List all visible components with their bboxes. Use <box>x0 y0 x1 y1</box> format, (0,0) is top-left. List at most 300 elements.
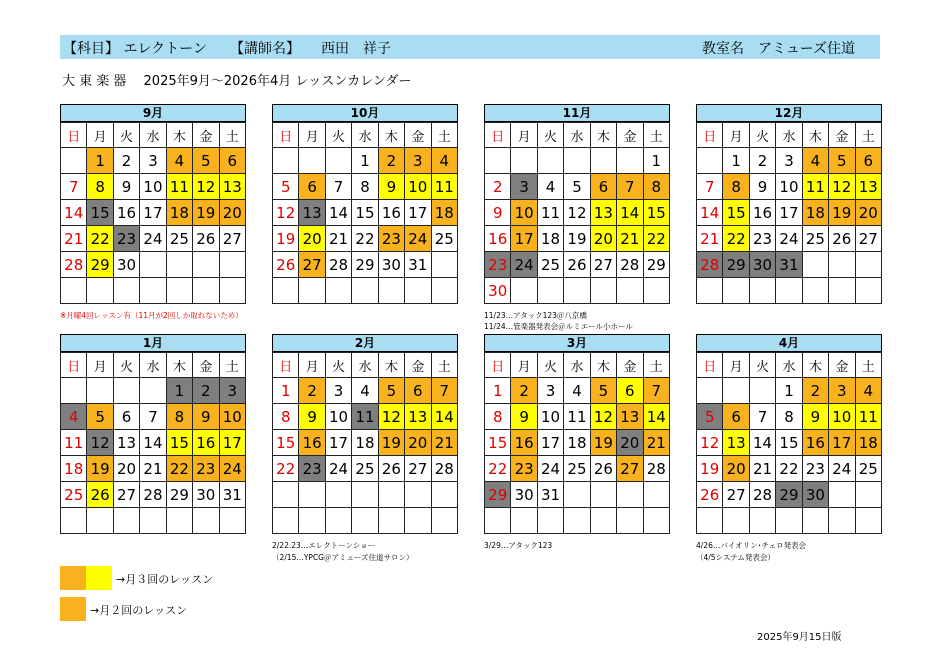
weekday-header: 金 <box>405 123 431 148</box>
day-cell: 28 <box>617 252 643 278</box>
day-cell: 11 <box>802 174 828 200</box>
empty-cell <box>61 508 87 534</box>
day-cell: 15 <box>643 200 669 226</box>
empty-cell <box>325 482 351 508</box>
week-row <box>61 430 246 456</box>
day-cell: 10 <box>511 200 537 226</box>
day-cell: 6 <box>219 148 245 174</box>
day-cell: 2 <box>193 378 219 404</box>
empty-cell <box>776 278 802 304</box>
day-cell: 16 <box>485 226 511 252</box>
empty-cell <box>564 148 590 174</box>
week-row <box>273 456 458 482</box>
empty-cell <box>749 508 775 534</box>
weekday-header: 土 <box>219 353 245 378</box>
day-cell: 17 <box>219 430 245 456</box>
empty-cell <box>193 278 219 304</box>
note-february-1: 2/22.23…エレクトーンショー <box>272 541 376 550</box>
empty-cell <box>113 508 139 534</box>
empty-cell <box>749 278 775 304</box>
empty-cell <box>564 278 590 304</box>
day-cell: 3 <box>219 378 245 404</box>
day-cell: 19 <box>697 456 723 482</box>
day-cell: 3 <box>511 174 537 200</box>
day-cell: 4 <box>537 174 563 200</box>
weekday-header: 木 <box>378 123 404 148</box>
day-cell: 8 <box>352 174 378 200</box>
day-cell: 26 <box>590 456 616 482</box>
month-calendar <box>484 334 670 534</box>
day-cell: 20 <box>113 456 139 482</box>
empty-cell <box>855 278 881 304</box>
legend-orange-swatch <box>60 566 86 590</box>
day-cell: 8 <box>273 404 299 430</box>
week-row <box>61 226 246 252</box>
day-cell: 22 <box>273 456 299 482</box>
day-cell: 3 <box>537 378 563 404</box>
day-cell: 8 <box>776 404 802 430</box>
empty-cell <box>87 278 113 304</box>
day-cell: 30 <box>485 278 511 304</box>
day-cell: 20 <box>617 430 643 456</box>
day-cell: 27 <box>617 456 643 482</box>
week-row <box>61 456 246 482</box>
day-cell: 24 <box>829 456 855 482</box>
day-cell: 6 <box>617 378 643 404</box>
day-cell: 16 <box>378 200 404 226</box>
empty-cell <box>219 278 245 304</box>
empty-cell <box>485 148 511 174</box>
weekday-header: 木 <box>378 353 404 378</box>
day-cell: 29 <box>643 252 669 278</box>
day-cell: 30 <box>193 482 219 508</box>
day-cell: 18 <box>61 456 87 482</box>
day-cell: 4 <box>61 404 87 430</box>
day-cell: 18 <box>431 200 457 226</box>
day-cell: 15 <box>352 200 378 226</box>
weekday-header: 木 <box>590 353 616 378</box>
month-table <box>60 122 246 304</box>
day-cell: 18 <box>352 430 378 456</box>
empty-cell <box>140 252 166 278</box>
weekday-header: 金 <box>617 123 643 148</box>
day-cell: 12 <box>829 174 855 200</box>
day-cell: 25 <box>537 252 563 278</box>
day-cell: 17 <box>325 430 351 456</box>
weekday-header: 日 <box>485 353 511 378</box>
empty-cell <box>113 278 139 304</box>
weekday-row <box>485 123 670 148</box>
week-row <box>697 430 882 456</box>
day-cell: 16 <box>802 430 828 456</box>
weekday-row <box>697 353 882 378</box>
empty-cell <box>193 508 219 534</box>
weekday-header: 金 <box>829 353 855 378</box>
day-cell: 30 <box>802 482 828 508</box>
empty-cell <box>617 508 643 534</box>
empty-cell <box>61 378 87 404</box>
empty-cell <box>325 508 351 534</box>
day-cell: 13 <box>405 404 431 430</box>
weekday-header: 火 <box>749 353 775 378</box>
weekday-header: 月 <box>299 123 325 148</box>
weekday-header: 土 <box>855 353 881 378</box>
empty-cell <box>590 148 616 174</box>
empty-cell <box>855 252 881 278</box>
subject-label: 【科目】 エレクトーン <box>63 41 207 57</box>
month-calendar <box>272 104 458 304</box>
day-cell: 6 <box>113 404 139 430</box>
month-table <box>272 352 458 534</box>
day-cell: 24 <box>140 226 166 252</box>
day-cell: 1 <box>723 148 749 174</box>
day-cell: 27 <box>855 226 881 252</box>
day-cell: 4 <box>166 148 192 174</box>
week-row <box>273 404 458 430</box>
empty-cell <box>855 482 881 508</box>
day-cell: 17 <box>405 200 431 226</box>
weekday-header: 月 <box>511 353 537 378</box>
day-cell: 23 <box>113 226 139 252</box>
day-cell: 26 <box>378 456 404 482</box>
empty-cell <box>802 252 828 278</box>
week-row <box>485 148 670 174</box>
weekday-header: 金 <box>193 123 219 148</box>
week-row <box>273 508 458 534</box>
day-cell: 4 <box>352 378 378 404</box>
month-title: 12月 <box>696 104 882 122</box>
month-title: 4月 <box>696 334 882 352</box>
day-cell: 6 <box>855 148 881 174</box>
day-cell: 27 <box>405 456 431 482</box>
empty-cell <box>405 508 431 534</box>
day-cell: 7 <box>431 378 457 404</box>
weekday-header: 水 <box>564 353 590 378</box>
day-cell: 19 <box>590 430 616 456</box>
empty-cell <box>219 508 245 534</box>
weekday-header: 土 <box>431 353 457 378</box>
day-cell: 1 <box>352 148 378 174</box>
weekday-header: 水 <box>564 123 590 148</box>
day-cell: 5 <box>697 404 723 430</box>
week-row <box>485 378 670 404</box>
weekday-header: 金 <box>829 123 855 148</box>
weekday-header: 金 <box>405 353 431 378</box>
week-row <box>485 456 670 482</box>
day-cell: 19 <box>829 200 855 226</box>
empty-cell <box>776 508 802 534</box>
empty-cell <box>87 378 113 404</box>
day-cell: 18 <box>166 200 192 226</box>
day-cell: 19 <box>378 430 404 456</box>
weekday-header: 土 <box>219 123 245 148</box>
weekday-row <box>273 123 458 148</box>
day-cell: 11 <box>352 404 378 430</box>
day-cell: 8 <box>643 174 669 200</box>
day-cell: 18 <box>537 226 563 252</box>
day-cell: 5 <box>564 174 590 200</box>
empty-cell <box>643 508 669 534</box>
empty-cell <box>590 278 616 304</box>
day-cell: 27 <box>113 482 139 508</box>
day-cell: 23 <box>193 456 219 482</box>
day-cell: 23 <box>749 226 775 252</box>
weekday-header: 日 <box>273 353 299 378</box>
day-cell: 9 <box>378 174 404 200</box>
day-cell: 12 <box>193 174 219 200</box>
weekday-header: 火 <box>325 353 351 378</box>
weekday-row <box>273 353 458 378</box>
empty-cell <box>564 508 590 534</box>
month-calendar <box>484 104 670 304</box>
day-cell: 21 <box>617 226 643 252</box>
day-cell: 30 <box>113 252 139 278</box>
day-cell: 17 <box>140 200 166 226</box>
empty-cell <box>299 278 325 304</box>
day-cell: 23 <box>802 456 828 482</box>
weekday-header: 日 <box>697 353 723 378</box>
day-cell: 28 <box>749 482 775 508</box>
day-cell: 30 <box>749 252 775 278</box>
weekday-header: 日 <box>697 123 723 148</box>
day-cell: 10 <box>537 404 563 430</box>
month-title: 3月 <box>484 334 670 352</box>
day-cell: 9 <box>511 404 537 430</box>
day-cell: 28 <box>140 482 166 508</box>
day-cell: 30 <box>511 482 537 508</box>
month-table <box>272 122 458 304</box>
day-cell: 27 <box>219 226 245 252</box>
calendar-subtitle: 大 東 楽 器 2025年9月～2026年4月 レッスンカレンダー <box>62 74 412 89</box>
day-cell: 5 <box>829 148 855 174</box>
day-cell: 27 <box>590 252 616 278</box>
empty-cell <box>378 508 404 534</box>
empty-cell <box>299 148 325 174</box>
day-cell: 18 <box>802 200 828 226</box>
weekday-header: 水 <box>140 123 166 148</box>
week-row <box>697 148 882 174</box>
weekday-header: 火 <box>537 123 563 148</box>
day-cell: 17 <box>776 200 802 226</box>
weekday-header: 月 <box>723 353 749 378</box>
day-cell: 18 <box>855 430 881 456</box>
empty-cell <box>273 508 299 534</box>
empty-cell <box>431 278 457 304</box>
empty-cell <box>697 148 723 174</box>
day-cell: 1 <box>776 378 802 404</box>
week-row <box>61 404 246 430</box>
weekday-header: 土 <box>855 123 881 148</box>
day-cell: 20 <box>219 200 245 226</box>
week-row <box>273 226 458 252</box>
day-cell: 24 <box>511 252 537 278</box>
empty-cell <box>378 278 404 304</box>
day-cell: 29 <box>87 252 113 278</box>
day-cell: 7 <box>749 404 775 430</box>
note-april-2: （4/5システム発表会） <box>696 553 775 562</box>
day-cell: 21 <box>749 456 775 482</box>
empty-cell <box>723 378 749 404</box>
month-table <box>484 122 670 304</box>
day-cell: 3 <box>405 148 431 174</box>
day-cell: 21 <box>140 456 166 482</box>
day-cell: 5 <box>87 404 113 430</box>
weekday-header: 金 <box>193 353 219 378</box>
day-cell: 29 <box>166 482 192 508</box>
weekday-header: 水 <box>776 123 802 148</box>
weekday-header: 木 <box>802 353 828 378</box>
note-march-1: 3/29…アタック123 <box>484 541 553 550</box>
weekday-header: 火 <box>113 123 139 148</box>
day-cell: 24 <box>537 456 563 482</box>
weekday-header: 木 <box>166 353 192 378</box>
week-row <box>485 404 670 430</box>
day-cell: 28 <box>697 252 723 278</box>
weekday-header: 水 <box>140 353 166 378</box>
note-november-1: 11/23…アタック123＠八京橋 <box>484 311 587 320</box>
week-row <box>61 378 246 404</box>
note-february-2: （2/15…YPCG＠アミューズ住道サロン） <box>272 553 414 562</box>
day-cell: 12 <box>378 404 404 430</box>
week-row <box>697 482 882 508</box>
day-cell: 13 <box>219 174 245 200</box>
empty-cell <box>829 278 855 304</box>
month-table <box>484 352 670 534</box>
empty-cell <box>325 278 351 304</box>
weekday-header: 木 <box>802 123 828 148</box>
weekday-header: 月 <box>87 123 113 148</box>
empty-cell <box>352 278 378 304</box>
weekday-row <box>61 353 246 378</box>
note-september: ※月曜4回レッスン有（11月が2回しか取れないため） <box>60 311 243 320</box>
week-row <box>273 378 458 404</box>
header-bar <box>60 35 880 59</box>
week-row <box>697 226 882 252</box>
day-cell: 9 <box>299 404 325 430</box>
day-cell: 25 <box>352 456 378 482</box>
day-cell: 1 <box>166 378 192 404</box>
teacher-label: 【講師名】 西田 祥子 <box>230 41 391 57</box>
day-cell: 22 <box>723 226 749 252</box>
day-cell: 6 <box>590 174 616 200</box>
day-cell: 31 <box>405 252 431 278</box>
weekday-row <box>61 123 246 148</box>
day-cell: 29 <box>485 482 511 508</box>
weekday-header: 土 <box>431 123 457 148</box>
day-cell: 20 <box>855 200 881 226</box>
week-row <box>485 482 670 508</box>
day-cell: 10 <box>776 174 802 200</box>
day-cell: 5 <box>273 174 299 200</box>
day-cell: 6 <box>299 174 325 200</box>
day-cell: 15 <box>723 200 749 226</box>
day-cell: 9 <box>802 404 828 430</box>
week-row <box>485 252 670 278</box>
day-cell: 21 <box>431 430 457 456</box>
empty-cell <box>590 508 616 534</box>
day-cell: 22 <box>166 456 192 482</box>
legend-three-times-label: →月３回のレッスン <box>116 573 214 586</box>
week-row <box>485 174 670 200</box>
day-cell: 20 <box>299 226 325 252</box>
day-cell: 11 <box>537 200 563 226</box>
day-cell: 16 <box>299 430 325 456</box>
empty-cell <box>193 252 219 278</box>
month-calendar <box>60 104 246 304</box>
day-cell: 3 <box>829 378 855 404</box>
empty-cell <box>87 508 113 534</box>
empty-cell <box>749 378 775 404</box>
week-row <box>485 430 670 456</box>
day-cell: 3 <box>140 148 166 174</box>
empty-cell <box>590 482 616 508</box>
week-row <box>273 200 458 226</box>
day-cell: 15 <box>776 430 802 456</box>
day-cell: 10 <box>325 404 351 430</box>
weekday-header: 月 <box>87 353 113 378</box>
empty-cell <box>431 482 457 508</box>
empty-cell <box>113 378 139 404</box>
day-cell: 22 <box>352 226 378 252</box>
empty-cell <box>511 148 537 174</box>
weekday-header: 日 <box>61 353 87 378</box>
day-cell: 9 <box>193 404 219 430</box>
week-row <box>485 508 670 534</box>
legend-orange-swatch <box>60 597 86 621</box>
day-cell: 28 <box>61 252 87 278</box>
empty-cell <box>166 508 192 534</box>
day-cell: 15 <box>485 430 511 456</box>
day-cell: 21 <box>643 430 669 456</box>
weekday-header: 土 <box>643 123 669 148</box>
day-cell: 26 <box>829 226 855 252</box>
day-cell: 2 <box>113 148 139 174</box>
empty-cell <box>273 482 299 508</box>
day-cell: 19 <box>193 200 219 226</box>
day-cell: 14 <box>749 430 775 456</box>
note-november-2: 11/24…管楽器発表会＠ルミエール小ホール <box>484 322 633 331</box>
day-cell: 8 <box>723 174 749 200</box>
day-cell: 14 <box>431 404 457 430</box>
empty-cell <box>273 148 299 174</box>
empty-cell <box>537 508 563 534</box>
day-cell: 25 <box>802 226 828 252</box>
day-cell: 31 <box>776 252 802 278</box>
day-cell: 19 <box>564 226 590 252</box>
note-april-1: 4/26…バイオリン･チェロ発表会 <box>696 541 807 550</box>
day-cell: 10 <box>219 404 245 430</box>
day-cell: 6 <box>723 404 749 430</box>
day-cell: 2 <box>802 378 828 404</box>
day-cell: 25 <box>166 226 192 252</box>
empty-cell <box>564 482 590 508</box>
day-cell: 25 <box>855 456 881 482</box>
empty-cell <box>166 278 192 304</box>
day-cell: 12 <box>273 200 299 226</box>
week-row <box>61 252 246 278</box>
day-cell: 1 <box>87 148 113 174</box>
empty-cell <box>829 252 855 278</box>
weekday-header: 月 <box>299 353 325 378</box>
day-cell: 24 <box>776 226 802 252</box>
day-cell: 9 <box>485 200 511 226</box>
empty-cell <box>405 482 431 508</box>
day-cell: 28 <box>431 456 457 482</box>
legend-yellow-swatch <box>86 566 112 590</box>
day-cell: 5 <box>193 148 219 174</box>
weekday-header: 木 <box>166 123 192 148</box>
legend-two-times-label: →月２回のレッスン <box>90 604 188 617</box>
